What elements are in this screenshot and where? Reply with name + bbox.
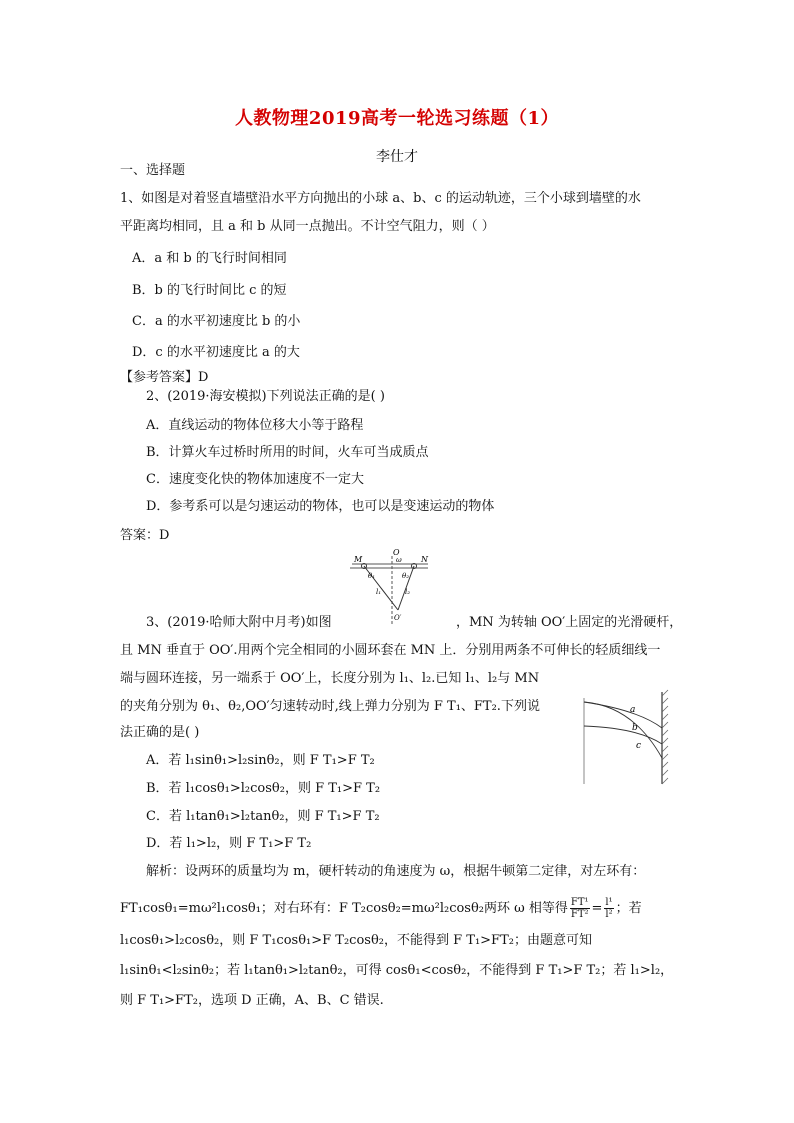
fraction-right-numerator: l¹ bbox=[605, 897, 613, 908]
q3-solution-line5: 则 F T₁>FT₂，选项 D 正确，A、B、C 错误. bbox=[120, 993, 384, 1008]
q3-option-b: B．若 l₁cosθ₁>l₂cosθ₂，则 F T₁>F T₂ bbox=[146, 781, 381, 796]
label-a: a bbox=[630, 705, 636, 715]
label-N: N bbox=[421, 555, 428, 564]
q3-option-c: C．若 l₁tanθ₁>l₂tanθ₂，则 F T₁>F T₂ bbox=[146, 809, 380, 824]
q2-option-c: C．速度变化快的物体加速度不一定大 bbox=[146, 472, 364, 487]
label-b: b bbox=[632, 723, 638, 733]
q3-solution-line3: l₁cosθ₁>l₂cosθ₂，则 F T₁cosθ₁>F T₂cosθ₂，不能得到 F T₁>FT₂；由题意可知 bbox=[120, 933, 592, 948]
label-theta1: θ₁ bbox=[368, 572, 376, 580]
fraction-left bbox=[570, 897, 590, 920]
label-l1: l₁ bbox=[376, 588, 382, 596]
label-omega: ω bbox=[396, 556, 402, 564]
q2-answer: 答案：D bbox=[120, 528, 170, 543]
q1-line2: 平距离均相同，且 a 和 b 从同一点抛出。不计空气阻力，则（ ） bbox=[120, 219, 495, 234]
q3-line2: 且 MN 垂直于 OO′.用两个完全相同的小圆环套在 MN 上．分别用两条不可伸长的轻质细线一 bbox=[120, 643, 661, 658]
q3-solution-line2-tail: ；若 bbox=[615, 901, 642, 916]
q3-solution-line1: 解析：设两环的质量均为 m，硬杆转动的角速度为 ω，根据牛顿第二定律，对左环有： bbox=[146, 864, 646, 879]
fraction-left-numerator: FT¹ bbox=[570, 897, 589, 908]
q3-solution-line2 bbox=[120, 897, 642, 920]
author: 李仕才 bbox=[376, 149, 418, 165]
label-c: c bbox=[636, 741, 642, 751]
section-heading: 一、选择题 bbox=[120, 163, 186, 178]
fraction-equals: = bbox=[591, 901, 603, 916]
q1-line1: 1、如图是对着竖直墙壁沿水平方向抛出的小球 a、b、c 的运动轨迹，三个小球到墙壁的水 bbox=[120, 191, 641, 206]
q3-line4: 的夹角分别为 θ₁、θ₂,OO′匀速转动时,线上弹力分别为 F T₁、FT₂.下列说 bbox=[120, 699, 540, 714]
q2-line1: 2、(2019·海安模拟)下列说法正确的是( ) bbox=[146, 389, 385, 404]
q3-solution-line2-text: FT₁cosθ₁=mω²l₁cosθ₁；对右环有：F T₂cosθ₂=mω²l₂cosθ₂两环 ω 相等得 bbox=[120, 901, 568, 916]
q3-line1a: 3、(2019·哈师大附中月考)如图 bbox=[146, 615, 332, 630]
rotating-rod-figure bbox=[350, 548, 430, 624]
q2-option-b: B．计算火车过桥时所用的时间，火车可当成质点 bbox=[146, 445, 429, 460]
q1-answer: 【参考答案】D bbox=[120, 370, 209, 385]
page-title: 人教物理2019高考一轮选习练题（1） bbox=[234, 108, 560, 129]
q2-option-a: A．直线运动的物体位移大小等于路程 bbox=[146, 418, 364, 433]
fraction-left-denominator: FT² bbox=[570, 909, 589, 920]
q3-option-d: D．若 l₁>l₂，则 F T₁>F T₂ bbox=[146, 836, 312, 851]
fraction-right bbox=[604, 897, 613, 920]
label-Oprime: O′ bbox=[394, 614, 402, 622]
label-l2: l₂ bbox=[405, 588, 411, 596]
q3-solution-line4: l₁sinθ₁<l₂sinθ₂；若 l₁tanθ₁>l₂tanθ₂，可得 cosθ₁<cosθ₂，不能得到 F T₁>F T₂；若 l₁>l₂， bbox=[120, 963, 674, 978]
label-O: O bbox=[393, 548, 400, 557]
q2-option-d: D．参考系可以是匀速运动的物体，也可以是变速运动的物体 bbox=[146, 499, 495, 514]
q1-option-a: A．a 和 b 的飞行时间相同 bbox=[132, 251, 287, 266]
q3-line5: 法正确的是( ) bbox=[120, 725, 200, 740]
q3-line3: 端与圆环连接，另一端系于 OO′上，长度分别为 l₁、l₂.已知 l₁、l₂与 MN bbox=[120, 671, 540, 686]
q3-option-a: A．若 l₁sinθ₁>l₂sinθ₂，则 F T₁>F T₂ bbox=[146, 753, 375, 768]
wall-trajectory-figure bbox=[578, 688, 678, 786]
fraction-right-denominator: l² bbox=[605, 909, 613, 920]
q1-option-d: D．c 的水平初速度比 a 的大 bbox=[132, 345, 300, 360]
q1-option-b: B．b 的飞行时间比 c 的短 bbox=[132, 283, 287, 298]
q3-line1b: ，MN 为转轴 OO′上固定的光滑硬杆， bbox=[456, 615, 683, 630]
q1-option-c: C．a 的水平初速度比 b 的小 bbox=[132, 314, 301, 329]
label-theta2: θ₂ bbox=[402, 572, 410, 580]
label-M: M bbox=[354, 555, 363, 564]
